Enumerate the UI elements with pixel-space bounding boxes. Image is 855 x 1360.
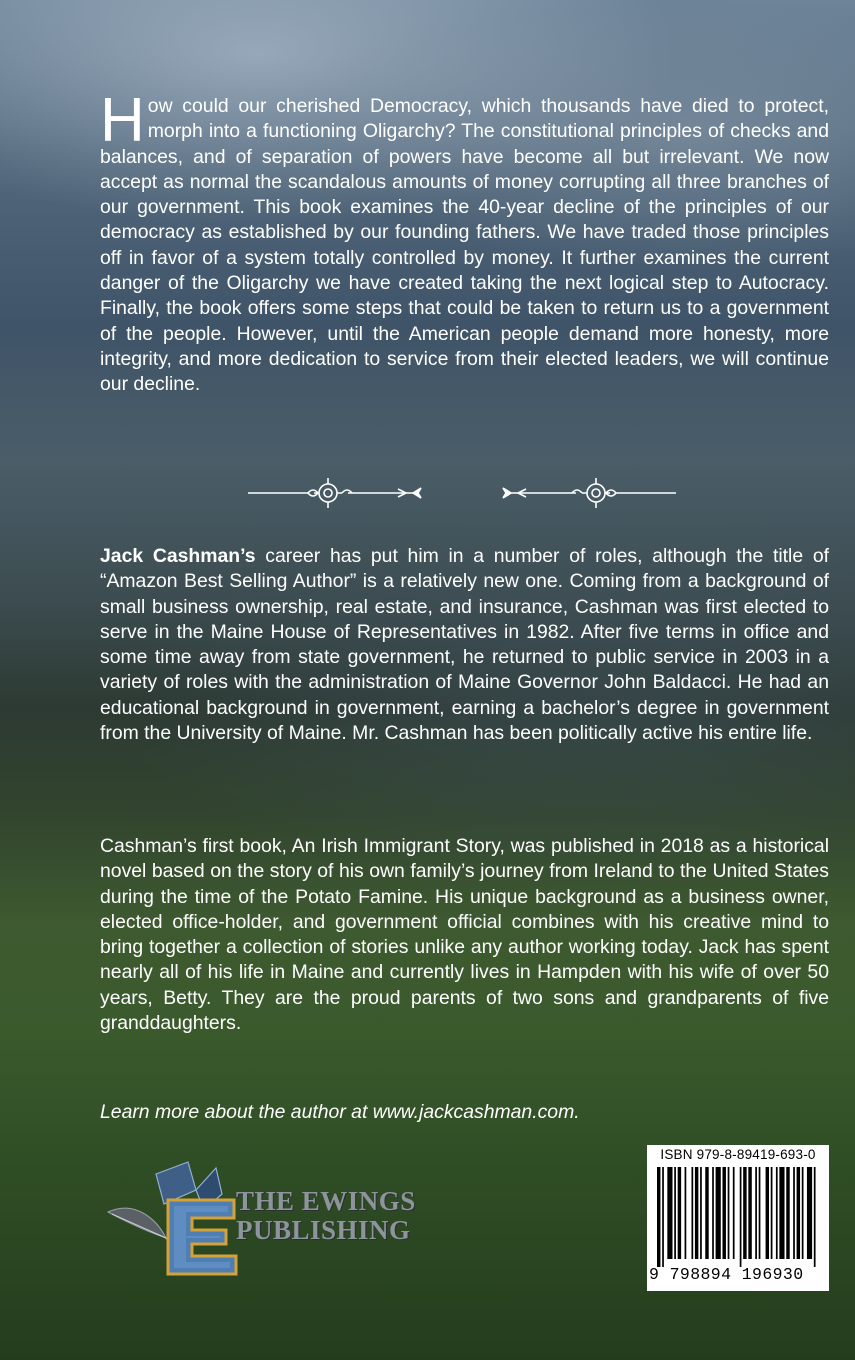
ornament-right-icon xyxy=(496,476,676,510)
ornament-left-icon xyxy=(248,476,428,510)
learn-more-text: Learn more about the author at www.jackcashman.com. xyxy=(100,1101,580,1123)
isbn-barcode xyxy=(647,1145,829,1291)
author-bio-paragraph-2: Cashman’s first book, An Irish Immigrant Story, was published in 2018 as a historical novel based on the story of his own family’s journey from Ireland to the United States during the time of the Potato Famine. His unique background as a business owner, elected office-holder, and government official combines with his creative mind to bring together a collection of stories unlike any author working today. Jack has spent nearly all of his life in Maine and currently lives in Hampden with his wife of over 50 years, Betty. They are the proud parents of two sons and grandparents of five granddaughters. xyxy=(100,835,829,1035)
author-bio-paragraph-1 xyxy=(100,544,829,746)
publisher-name-line-1: THE EWINGS xyxy=(236,1186,416,1216)
book-blurb xyxy=(100,86,829,398)
isbn-label: ISBN 979-8-89419-693-0 xyxy=(660,1147,816,1162)
publisher-name-line-2: PUBLISHING xyxy=(236,1215,411,1245)
author-name: Jack Cashman’s xyxy=(100,545,256,567)
drop-cap: H xyxy=(100,86,145,155)
blurb-text: ow could our cherished Democracy, which thousands have died to protect, morph into a functioning Oligarchy? The constitutional principles of checks and balances, and of separation of powers have become all but irrelevant. We now accept as normal the scandalous amounts of money corrupting all three branches of our government. This book examines the 40-year decline of the principles of our democracy as established by our founding fathers. We have traded those principles off in favor of a system totally controlled by money. It further examines the current danger of the Oligarchy we have created taking the next logical step to Autocracy. Finally, the book offers some steps that could be taken to return us to a government of the people. However, until the American people demand more honesty, more integrity, and more dedication to service from their elected leaders, we will continue our decline. xyxy=(100,95,829,396)
barcode-bars-icon xyxy=(657,1167,819,1267)
bio-text-1: career has put him in a number of roles, although the title of “Amazon Best Selling Author” is a relatively new one. Coming from a background of small business ownership, real estate, and insurance, Cashman was first elected to serve in the Maine House of Representatives in 1982. After five terms in office and some time away from state government, he returned to public service in 2003 in a variety of roles with the administration of Maine Governor John Baldacci. He had an educational background in government, earning a bachelor’s degree in government from the University of Maine. Mr. Cashman has been politically active his entire life. xyxy=(100,545,830,745)
isbn-digits: 9 798894 196930 xyxy=(649,1265,804,1284)
